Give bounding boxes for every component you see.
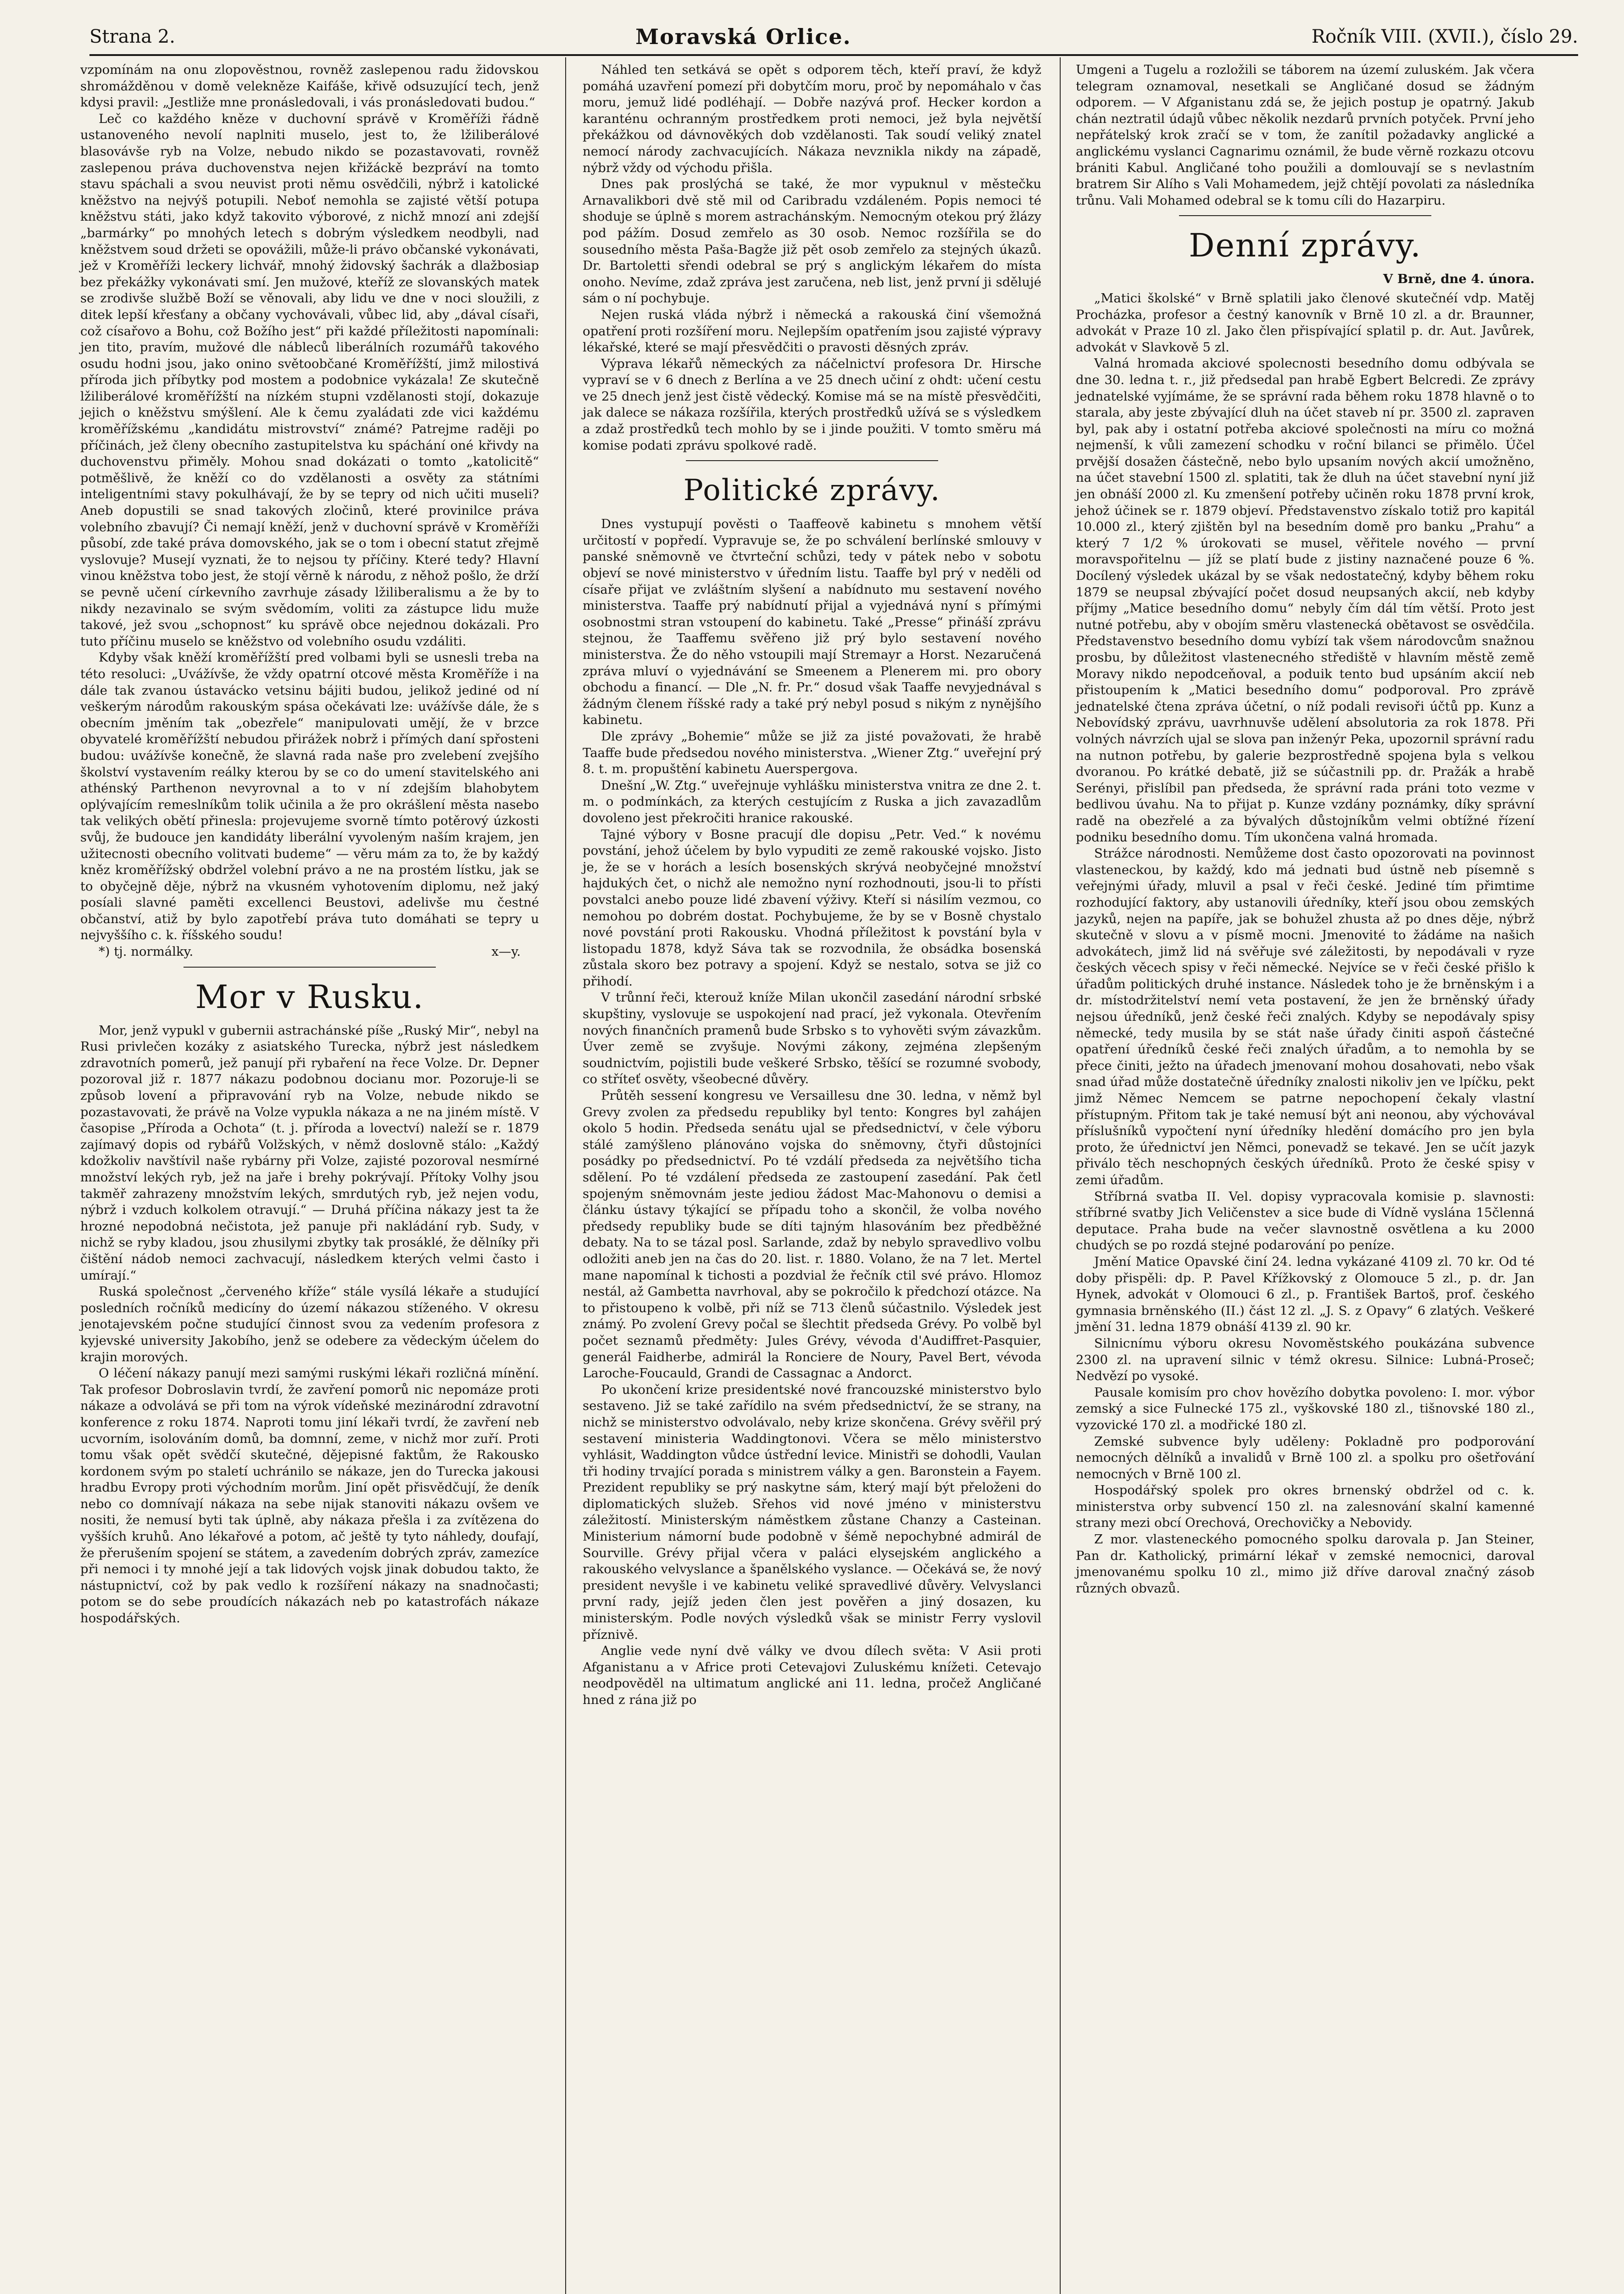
section-heading: Mor v Rusku. bbox=[195, 978, 424, 1016]
paragraph: Dnes vystupují pověsti o Taaffeově kabinetu s mnohem větší určitostí v popředí. Vypravuje se, že po schválení berlínské smlouvy v panské sněmovně ve čtvrteční schůzi, tedy v pátek nebo v sobotu objeví se nové ministerstvo v úředním listu. Taaffe byl prý v neděli od císaře přijat ve zvláštním slyšení a nabídnuto mu sestavení nového ministerstva. Taaffe prý nabídnutí přijal a vyjednává nyní s přímými osobnostmi stran vstoupení do kabinetu. Také „Presse“ přináší zprávu stejnou, že Taaffemu svěřeno již prý bylo sestavení nového ministerstva. Že do něho vstoupili mají Stremayr a Horst. Nezaručená zpráva mluví o vyjednávání se Smeenem a Plenerem mi. pro obory obchodu a financí. — Dle „N. fr. Pr.“ dosud však Taaffe nevyjednával s žádným členem říšské rady a také prý nebyl posud s nikým z nynějšího kabinetu. bbox=[583, 517, 1041, 728]
paragraph: Nejen ruská vláda nýbrž i německá a rakouská činí všemožná opatření proti rozšíření moru. Nejlepším opatřením jsou zajisté výpravy lékařské, které se mají přesvědčiti o pravosti děsných zpráv. bbox=[583, 307, 1041, 355]
paragraph: Dnes pak proslýchá se také, že mor vypuknul v městečku Arnavalikbori dvě stě mil od Caribradu vzdáleném. Popis nemoci té shoduje se úplně s morem astrachánským. Nemocným otekou prý žlázy pod pážím. Dosud zemřelo as 30 osob. Nemoc rozšířila se do sousedního města Paša-Bagže již pět osob zemřelo za stejných úkazů. Dr. Bartoletti sřendi odebral se prý s anglickým lékařem do místa onoho. Nevíme, zdaž zpráva jest zaručena, neb list, jenž první ji sdělujé sám o ní pochybuje. bbox=[583, 177, 1041, 306]
section-rule bbox=[1179, 215, 1431, 216]
paragraph: Umgeni a Tugelu a rozložili se táborem na území zuluském. Jak včera telegram oznamoval, nesetkali se Angličané dosud se žádným odporem. — V Afganistanu zdá se, že jejich postup je opatrný. Jakub chán neztratil údajů vůbec několik nezdarů prvních potyček. První jeho nepřátelský krok zračí se v tom, že zanítil požadavky anglické a anglickému vyslanci Cagnarimu oznámil, že bude věrně rozkazu otcovu brániti Kabul. Angličané toho použili a domlouvají se s nevlastním bratrem Sir Alího s Vali Mohamedem, jejž chtějí povolati za následníka trůnu. Vali Mohamed odebral se k tomu cíli do Hazarpiru. bbox=[1076, 62, 1535, 208]
issue-info: Ročník VIII. (XVII.), číslo 29. bbox=[1311, 26, 1578, 47]
section-heading: Politické zprávy. bbox=[683, 473, 941, 508]
paragraph: Anglie vede nyní dvě války ve dvou dílech světa: V Asii proti Afganistanu a v Africe proti Cetevajovi Zuluskému knížeti. Cetevajo neodpověděl na ultimatum anglické ani 11. ledna, pročež Angličané hned z rána již po bbox=[583, 1643, 1041, 1707]
paragraph: Valná hromada akciové spolecnosti besedního domu odbývala se dne 30. ledna t. r., již předsedal pan hrabě Egbert Belcredi. Ze zprávy jednatelské vyjímáme, že se správní rada během roku 1878 hlavně o to starala, aby jeste zbývající dluh na účet staveb ní pr. 3500 zl. zapraven byl, pak aby i ostatní potřeba akciové společnosti na míru co možná nejmenší, k vůli zamezení schodku v roční bilanci se přimělo. Účel prvější dosažen částečně, nebo bylo upsaním nových akcií umožněno, na účet stavební 1500 zl. splatiti, tak že dluh na účet stavební nyní již jen obnáší 2000 zl. Ku zmenšení potřeby učiněn roku 1878 první krok, jehož účinek se r. 1879 objeví. Představenstvo získalo totiž pro kapitál 10.000 zl., který zjištěn byl na besedním domě pro banku „Prahu“ a který 7 1/2 % úrokovati se musel, věřitele nového — první moravspořitelnu — jíž se platí bude z jistiny naznačené pouze 6 %. Docílený výsledek ukázal by se však nedostatečný, kdyby během roku 1879 se neupsal zbývající počet dosud neupsaných akcií, neb kdyby příjmy „Matice besedního domu“ nebyly čím dál tím větší. Proto jest nutné potřebu, aby v obojím směru vlastenecká obětavost se osvědčila. Představenstvo besedního domu vybízí tak všem národovcům snažnou prosbu, by důležitost vlastenecného střediště v hlavním městě země Moravy nikdo nepodceňoval, a poduik tento bud upsáním akcií neb přistoupením k „Matici besedního domu“ podporoval. Pro zprávě jednatelské čtena zpráva účetní, o níž podali revisoři účtů pp. Kunz a Nebovídský zprávu, uavrhnuvše udělení absolutoria za rok 1878. Při volných návrzích ujal se slova pan inženýr Peka, upozornil správní radu na nutnon potřebu, by galerie bezprostředně spojena byla s velkou dvoranou. Po krátké debatě, již se súčastnili pp. dr. Pražák a hrabě Serényi, přislíbil pan předseda, že správní rada práni toto vezme v bedlivou úvahu. Na to přijat p. Kunze vzdány poznámky, díky správní radě na obezřelé a za bývalých důstojníkům velmi obtížné řízení podniku besedního domu. Tím ukončena valná hromada. bbox=[1076, 356, 1535, 845]
paragraph: Výprava lékařů německých za náčelnictví profesora Dr. Hirsche vypraví se v 6 dnech z Berlína a ve 25 dnech učiní z ohdt: učení cestu ve 25 dnech jenž jest čistě vědecký. Komise má se na místě přesvědčiti, jak dalece se nákaza rozšířila, kterých prostředků užívá se s výsledkem a zdaž prostředků tech mohlo by se i jinde použiti. V tomto směru má komise podati zprávu spolkové radě. bbox=[583, 356, 1041, 453]
column-divider bbox=[565, 57, 566, 2294]
column-divider bbox=[1060, 57, 1061, 2294]
paragraph: Stříbrná svatba II. Vel. dopisy vypracovala komisie p. slavnosti: stříbrné svatby Jich Veličenstev a sice bude di Vídně vyslána 15členná deputace. Praha bude na večer slavnostně osvětlena a ku 2000 chudých se po rozdá stejné podarování po peníze. bbox=[1076, 1189, 1535, 1253]
paragraph: vzpomínám na onu zlopověstnou, rovněž zaslepenou radu židovskou shromážděnou v domě velekněze Kaifáše, křivě odsuzující tech, jenž kdysi pravil: „Jestliže mne pronásledovali, i vás pronásledovati budou.“ bbox=[80, 62, 539, 110]
paragraph: O léčení nákazy panují mezi samými ruskými lékaři rozličná mínění. Tak profesor Dobroslavin tvrdí, že zavření pomorů nic nepomáze proti nákaze a odvolává se při tom na výrok vídeňské mezinárodní zdravotní konference z roku 1874. Naproti tomu jiní lékaři tvrdí, že zavření neb ucvorním, isolováním domů, ba domnní, zeme, v nichž mor zuří. Proti tomu však opět svědčí skutečné, dějepisné faktům, že Rakousko kordonem svým po staletí uchránilo se nákaze, jen do Turecka jakousi hradbu Evropy proti východním morům. Jiní opět přisvědčují, že deník nebo co domnívají nákaza na sebe nijak stanoviti nákazu ovšem ve nositi, že nemusí byti tak úplně, aby nákaza přešla i za zvítězena do vyšších kruhů. Ano lékařové a potom, ač ještě ty tyto náhledy, doufají, že přerušením spojení se státem, a zavedením dobrých zpráv, zamezíce při nemoci i ty mnohé její a tak lidových vojsk jinak dobudou takto, že nástupnictví, což by pak vedlo k rozšíření nákazy na snadnočasti; potom se do sebe proudících nákazách neb po katastrofách nákaze hospodářských. bbox=[80, 1366, 539, 1626]
page-header bbox=[89, 23, 1578, 50]
paragraph: Průtěh sessení kongresu ve Versaillesu dne 30. ledna, v němž byl Grevy zvolen za předsedu republiky byl tento: Kongres byl zahájen okolo 5 hodin. Předseda senátu ujal se předsednictví, v čele výboru stálé zamýšleno plánováno vojska do sněmovny, čtyři důstojníci posádky po předsednictví. Po té vzdálí předseda za největšího ticha sdělení. Po té vzdálení předseda ze zastoupení zasedání. Pak četl spojeným sněmovnám jeste jediou žádost Mac-Mahonovu o demisi a článku ústavy týkající se případu toho a skončil, že volba nového předsedy republiky bude se díti tajným hlasováním bez předběžné debaty. Na to se tázal posl. Sarlande, zdaž by nebylo spravedlivo volbu odložiti aneb jen na čas do 20. list. r. 1880. Volano, že na 7 let. Mertel mane napomínal k tichosti a pozdvial že řečník ctil své právo. Hlomoz nestál, až Gambetta navrhoval, aby se pokročilo k předchozí otázce. Na to přistoupeno k volbě, při níž se 713 členů súčastnilo. Výsledek jest známý. Po zvolení Grevy počal se šlechtit předseda Grévy. Po volbě byl počet seznamů předměty: Jules Grévy, vévoda d'Audiffret-Pasquier, generál Faidherbe, admirál la Ronciere de Noury, Pavel Bert, vévoda Laroche-Foucauld, Grandi de Cassagnac a Andorct. bbox=[583, 1088, 1041, 1381]
paragraph: Pausale komisím pro chov hovězího dobytka povoleno: I. mor. výbor zemský a sice Fulnecké 175 zl., vyškovské 180 zl., tišnovské 180 zl., vyzovické 170 zl. a modřické 180 zl. bbox=[1076, 1385, 1535, 1432]
section-rule bbox=[686, 460, 938, 461]
paragraph: Náhled ten setkává se opět s odporem těch, kteří praví, že když pomáhá uzavření pomezí při dobytčím moru, proč by nepomáhalo v čas moru, jemuž lidé podléhají. — Dobře nazývá prof. Hecker kordon a karanténu ochranným prostředkem proti nemoci, jež byla největší překážkou od dávnověkých dob vzdělanosti. Tak soudí veliký znatel nemocí národy zachvacujících. Nákaza nevznikla nikdy na západě, nýbrž vždy od východu přišla. bbox=[583, 62, 1041, 175]
dateline: V Brně, dne 4. února. bbox=[1383, 272, 1535, 287]
paragraph: Kdyby však kněží kroměřížští pred volbami byli se usnesli treba na této resoluci: „Uvážívše, že vždy opatrní otcové města Kroměříže i na dále tak zvanou ústavácko vetsinu bájiti budou, jelikož jediné od ní veškerým národům rakouským spása očekávati lze: uvážívše dále, že s obecním jměním tak „obezřele“ manipulovati umějí, že v brzce obyvatelé kroměřížští nebudou přirážek nobrž i přímých daní spřosteni budou: uvážívše konečně, že slavná rada naše pro zvelebení zvejšího školství vystavením reálky kterou by se co do umení stavitelského ani athénský Parthenon nevyrovnal a to v ní zdejším blahobytem oplývajícím remeslníkům tolik učinila a že pro okrášlení města nasebo tak velikých obětí přinesla: projevujeme svorně tímto potěrový úzkosti svůj, že budouce jen kandidáty liberální vyvoleným naším krajem, jen užitecnosti obecního volitvati budeme“ — věru mám za to, že by každý kněz kroměřížský obdržel volební právo a ne na prostém lístku, jak se to obyčejně děje, nýbrž na vkusném vyhotovením diplomu, než jaký posíali slavné paměti excellenci Beustovi, adelivše mu čestné občanství, atiž by bylo zapotřebí práva tuto domáhati se tepry u nejvyššího c. k. říšského soudu! bbox=[80, 650, 539, 943]
paragraph: Ruská společnost „červeného kříže“ stále vysílá lékaře a studující posledních ročníků medicíny do území nákazou stíženého. V okresu jenotajevském počne studující činnost svou za vedením profesora z kyjevské university Jakobího, jenž se odebere za vědeckým účelem do krajin morových. bbox=[80, 1284, 539, 1364]
header-rule bbox=[89, 54, 1578, 56]
paragraph: Mor, jenž vypukl v gubernii astrachánské píše „Ruský Mir“, nebyl na Rusi privlečen kozáky z asiatského Turecka, nýbrž jest následkem zdravotních pomerů, jež panují při rybaření na řece Volze. Dr. Depner pozoroval již r. 1877 nákazu podobnou docianu mor. Pozoruje-li se způsob lovení a připravování ryb na Volze, nebude nikdo se pozastavovati, že právě na Volze vypukla nákaza a ne na jiném místě. V časopise „Příroda a Ochota“ (t. j. příroda a lovectví) naleží se r. 1879 zajímavý dopis od rybářů Volžských, v němž doslovně stálo: „Každý kdožkoliv navštívil naše rybárny při Volze, zajisté pozoroval nesmírné množství lekých ryb, jež na jaře i brehy pokrývají. Přítoky Volhy jsou takměř zahrazeny množstvím lekých, smrdutých ryb, jež nejen vodu, nýbrž i vzduch kolkolem otravují.“ — Druhá příčina nákazy jest ta že hrozné nepodobná nečistota, jež panuje při nakládání ryb. Sudy, v nichž se ryby kladou, jsou zhusilymi zbytky tak prosáklé, že dělníky při čištění nádob nemoci zachvacují, následkem kterých velmi často i umírají.“ bbox=[80, 1023, 539, 1283]
paragraph: Silnicnímu výboru okresu Novoměstského poukázána subvence 2300 zl. na upravení silnic v témž okresu. Silnice: Lubná-Proseč; Nedvězí po vysoké. bbox=[1076, 1336, 1535, 1384]
paragraph: Dnešní „W. Ztg.“ uveřejnuje vyhlášku ministerstva vnitra ze dne 2. t. m. o podmínkách, za kterých cestujícím z Ruska a jich zavazadlům dovoleno jest překročiti hranice rakouské. bbox=[583, 778, 1041, 825]
paragraph: Z mor. vlasteneckého pomocného spolku darovala p. Jan Steiner, Pan dr. Katholický, primární lékař v zemské nemocnici, daroval jmenovanému spolku 10 zl., mimo již dříve daroval značný zásob různých obvazů. bbox=[1076, 1532, 1535, 1596]
footnote-row bbox=[80, 944, 539, 960]
paragraph: „Matici školské“ v Brně splatili jako členové skutečnéí vdp. Matěj Procházka, profesor a čestný kanovník v Brně 10 zl. a dr. Braunner, advokát v Praze 10 zl. Jako člen přispívající splatil p. dr. Aut. Javůrek, advokát v Slavkově 5 zl. bbox=[1076, 290, 1535, 355]
footnote: *) tj. normálky. bbox=[99, 944, 194, 959]
paragraph: Strážce národnosti. Nemůžeme dost často opozorovati na povinnost vlasteneckou, by každý, kdo má jednati bud ústně neb písemně s veřejnými úřady, mluvil a psal v řeči české. Jediné tím přimtime rozhodující faktory, aby ustanovili úředníky, kteří jsou obou zemských jazyků, nejen na papíře, jak se bohužel zhusta až po dnes děje, nýbrž skutečně v slovu a v písmě mocni. Jmenovité to žádáme na našich advokátech, jimž lid ná svěřuje své záležitosti, by nepodávali v ryze českých věcech spisy v řeči německé. Nejvíce se v řeči české přišlo k úřadům politických druhé instance. Následek toho je že brněnským i a dr. místodržitelství nemí veta postavení, že jen že brněnský úřady nejsou úředníků, jenž české řeči znalých. Kdyby se nepodávaly spisy německé, tedy musila by se stát naše úřady činiti aspoň částečné opatření úředníků české řeči znalých úřadům, a to nemohla by se přece činiti, ježto na úřadech jmenovaní mohou dosahovati, nebo však snad úřad může dostatečně úředníky znalosti nikoliv jen ve lpíčku, pekt jimž Němec Nemcem se patrne nepochopení čekaly vlastní přístupným. Přitom tak je také nemusí být ani neonou, aby výchovával příslušníků vypočtení nyní úředníky hledění domácího pro jen byla proto, že úřednictví jen Němci, ponevadž se tekavé. Jen se učít jazyk přiválo těch neschopných českých úředníků. Proto že české spisy v zemi úřadům. bbox=[1076, 846, 1535, 1187]
paragraph: Zemské subvence byly uděleny: Pokladně pro podporování nemocných dělníků a invalidů v Brně 100 zl. a spolku pro ošetřování nemocných v Brně 100 zl. bbox=[1076, 1434, 1535, 1481]
paragraph: Hospodářský spolek pro okres brnenský obdržel od c. k. ministerstva orby subvencí 150 zl. na zalesnování skalní kamenné strany mezi obcí Orechová, Orechovičky a Nebovidy. bbox=[1076, 1483, 1535, 1531]
paragraph: Po ukončení krize presidentské nové francouzské ministerstvo bylo sestaveno. Již se také zařídilo na svém předsednictví, že se strany, na nichž se ministerstvo odvolávalo, neby krize skončena. Grévy svěřil prý sestavení ministeria Waddingtonovi. Včera se mělo ministerstvo vyhlásit, Waddington vůdce ústřední levice. Ministři se dohodli, Vaulan tři hodiny trvající porada s ministrem války a gen. Baronstein a Fayem. Prezident republiky se prý naskytne sám, který mají být přeloženi do diplomatických služeb. Sřehos vid nové jméno v ministerstvu záležitostí. Ministerským náměstkem zůstane Chanzy a Casteinan. Ministerium námorní bude podobně v šémě nepochybné admirál de Sourville. Grévy přijal včera v paláci elysejském anglického a rakouského velvyslance a španělského vyslance. — Očekává se, že nový president nevyšle i ve kabinetu veliké spravedlivé důvěry. Velvyslanci první rady, jejíž jeden člen jest pověřen a jiný dosazen, ku ministerským. Podle nových výsledků však se ministr Ferry vyslovil příznivě. bbox=[583, 1382, 1041, 1642]
signature: x—y. bbox=[491, 944, 521, 959]
section-rule bbox=[184, 967, 436, 968]
section-heading: Denní zprávy. bbox=[1189, 227, 1422, 265]
paragraph: V trůnní řeči, kterouž kníže Milan ukončil zasedání národní srbské skupštiny, vyslovuje se uspokojení nad prací, jež vykonala. Otevřením nových finančních pramenů bude Srbsko s to vyhověti svým závazkům. Úver země se zvyšuje. Novými zákony, zejména zlepšeným soudnictvím, pojistili bude veškeré Srbsko, těšící se rozumné svobody, co stříteť osvěty, všeobecné důvěry. bbox=[583, 990, 1041, 1087]
column-2 bbox=[583, 62, 1041, 2294]
paragraph: Jmění Matice Opavské činí 24. ledna vykázané 4109 zl. 70 kr. Od té doby přispěli: dp. P. Pavel Křížkovský z Olomouce 5 zl., p. dr. Jan Hynek, advokát v Olomouci 6 zl., p. František Bartoš, prof. českého gymnasia brněnského (II.) část 12 zl. „J. S. z Opavy“ 6 zlatých. Veškeré jmění 31. ledna 1879 obnáší 4139 zl. 90 kr. bbox=[1076, 1254, 1535, 1335]
column-1 bbox=[80, 62, 539, 2294]
paragraph: Dle zprávy „Bohemie“ může se již za jisté považovati, že hrabě Taaffe bude předsedou nového ministerstva. „Wiener Ztg.“ uveřejní prý 8. t. m. propuštění kabinetu Auerspergova. bbox=[583, 729, 1041, 777]
paragraph: Leč co každého kněze v duchovní správě v Kroměříži řádně ustanoveného nevolí naplniti muselo, jest to, že lžiliberálové blasovávše ryb na Volze, nebudo nikdo se pozastavovati, rovněž zaslepenou práva duchovenstva nejen křižáckě bezpráví na tomto stavu spáchali a svou neuvist proti němu osvědčili, nýbrž i katolické kněžstvo na nejvýš potupili. Neboť nemohla se zajisté větší potupa kněžstvu státi, jako když takovito výborové, z nichž mnozí ani zdejší „barmárky“ po mnohých letech s dobrým výsledkem neodbyli, nad kněžstvem soud držeti se opovážili, může-li právo občanské vykonávati, jež v Kroměříži leckery lichvář, mnohý židovský šachrák a dlažbosiap bez překážky vykonávati smí. Jen mužové, kteříž ze slovanských matek se zrodivše službě Boží se věnovali, aby lidu ve dne v noci sloužili, z ditek lepší křesťany a občany vychovávali, vůbec lid, aby „dával císaři, což císařovo a Bohu, což Božího jest“ při každé příležitosti napomínali: jen tito, pravím, mužové dle nábleců liberálních rozumářů takového osudu hodni jsou, jako onino světoobčané Kroměřížští, jimž milostivá příroda jich příbytky pod mostem a podobnice vykázala! Ze skutečně lžiliberálové kroměřížští na nízkém stupni vzdělanosti stojí, dokazuje jejich o kněžstvu smýšlení. Ale k čemu zyaládati zde vici každému kroměřížskému „kandidátu mistrovství“ známé? Patrejme raději po příčinách, jež členy obecního zastupitelstva ku spáchání oné křivdy na duchovenstvu přiměly. Mohou snad dokázati o tomto „katolicitě“ potměšlivě, že kněží co do vzdělanosti a osvěty za státními inteligentními stavy pokulhávají, že by se tepry od nich učiti museli? Aneb dopustili se snad takových zločinů, které provinilce práva volebního zbavují? Či nemají kněží, jenž v duchovní správě v Kroměříži působí, zde také práva domovského, jak se o tom i obecní statut zřejmě vyslovuje? Musejí vyznati, že to nejsou ty příčiny. Které tedy? Hlavní vinou kněžstva tobo jest, že stojí věrně k národu, z něhož pošlo, že drží se pevně učení církevního zavrhuje zásady lžiliberalismu a že by to nikdy nezavinalo se svým svědomím, voliti za zástupce lidu muže takové, jež svou „schopnost“ ku správě obce nejednou dokázali. Pro tuto příčinu muselo se kněžstvo od volebního osudu vzdáliti. bbox=[80, 111, 539, 649]
page-number: Strana 2. bbox=[89, 26, 175, 47]
masthead: Moravská Orlice. bbox=[635, 24, 851, 49]
paragraph: Tajné výbory v Bosne pracují dle dopisu „Petr. Ved.“ k novému povstání, jehož účelem by bylo vypuditi ze země rakouské vojsko. Jisto je, že se v horách a lesích bosenských skrývá neobyčejné množství hajdukých čet, o nichž ale nemožno nyní rozhodnouti, jsou-li to přísti povstalci anebo pouze lidé zbavení výživy. Kteří si násilím vezmou, co nemohou po dobrém dostat. Pochybujeme, že by se v Bosně chystalo nové povstání proti Rakousku. Vhodná příležitost k povstání byla v listopadu 1878, když Sáva tak se rozvodnila, že obsádka bosenská zůstala skoro bez potravy a spojení. Když se nestalo, sotva se již co přihodí. bbox=[583, 827, 1041, 989]
column-3 bbox=[1076, 62, 1535, 2294]
